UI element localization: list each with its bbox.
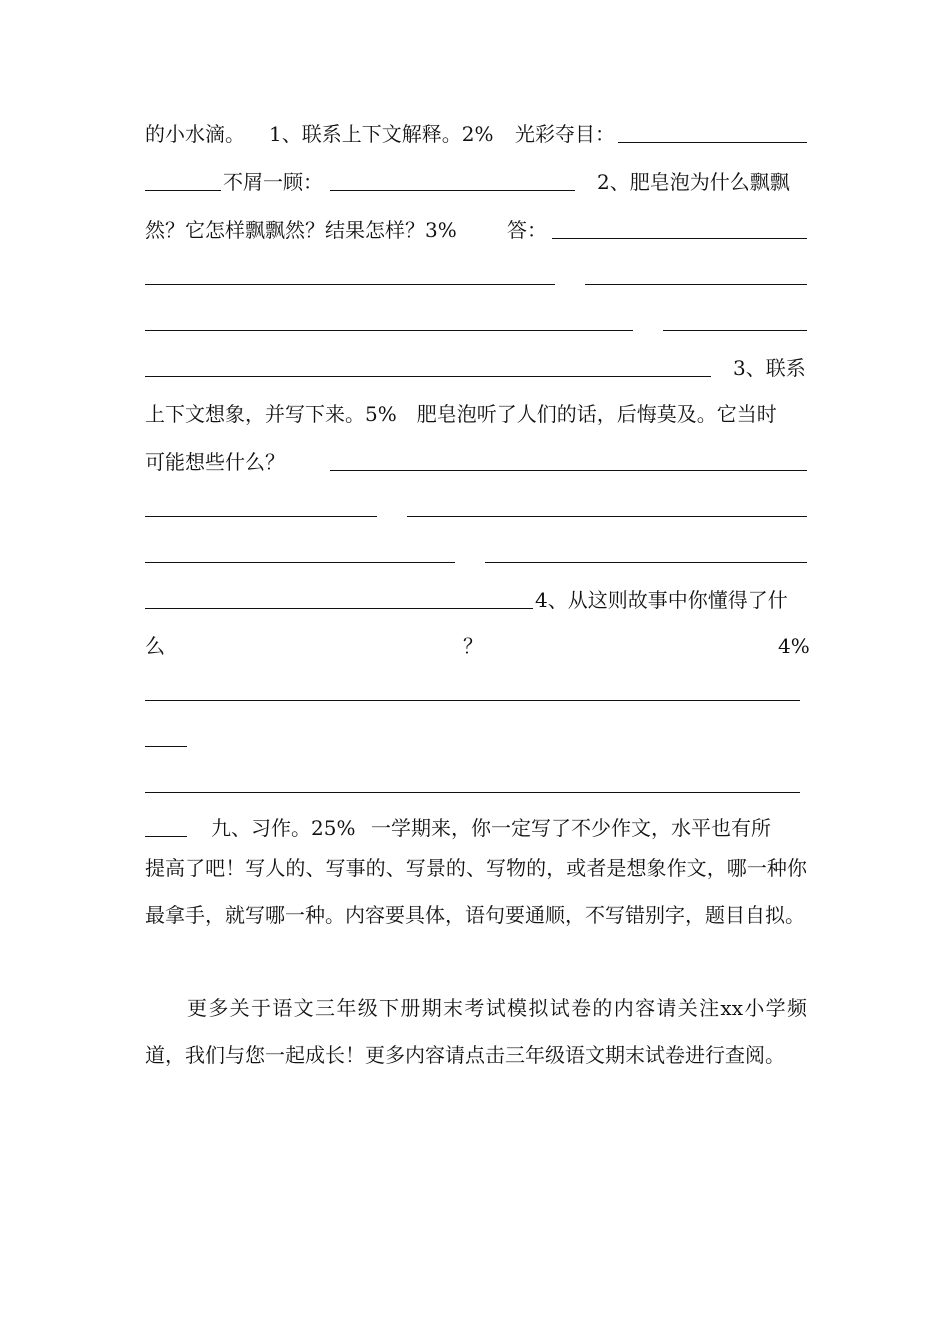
answer-blank[interactable] [585,284,807,285]
essay-prompt-paragraph: 提高了吧！写人的、写事的、写景的、写物的，或者是想象作文，哪一种你最拿手，就写哪一种。内容要具体，语句要通顺，不写错别字，题目自拟。 [145,856,807,927]
text-line [145,812,807,844]
answer-blank[interactable] [145,330,633,331]
text-line [145,538,807,570]
answer-blank[interactable] [330,470,807,471]
text-line [145,492,807,524]
answer-blank[interactable] [145,190,221,191]
answer-blank[interactable] [407,516,807,517]
term-label: 光彩夺目： [515,122,615,146]
text-line [145,630,810,662]
question-text: 然？它怎样飘飘然？结果怎样？3% [145,218,457,242]
answer-blank[interactable] [145,516,377,517]
answer-blank[interactable] [145,608,533,609]
answer-blank[interactable] [145,792,800,793]
text-line [145,722,807,754]
text-line [145,584,807,616]
essay-prompt: 一学期来，你一定写了不少作文，水平也有所 [371,816,771,840]
answer-blank[interactable] [663,330,807,331]
question-1-label: 1、联系上下文解释。2% [269,122,494,146]
text-line [145,166,807,198]
text-line [145,768,807,800]
answer-blank[interactable] [552,238,807,239]
footer-paragraph: 更多关于语文三年级下册期末考试模拟试卷的内容请关注xx小学频道，我们与您一起成长！更多内容请点击三年级语文期末试卷进行查阅。 [145,996,807,1067]
answer-blank[interactable] [145,700,800,701]
question-text: 么 [145,634,165,658]
answer-blank[interactable] [618,142,807,143]
score-label: 4% [778,634,810,658]
answer-blank[interactable] [145,746,187,747]
term-label: 不屑一顾： [223,170,323,194]
section-9-heading: 九、习作。25% [211,816,356,840]
text-line [145,352,807,384]
question-mark: ？ [463,634,483,658]
text-line [145,260,807,292]
answer-label: 答： [507,218,547,242]
answer-blank[interactable] [145,284,555,285]
question-2-label: 2、肥皂泡为什么飘飘 [597,170,790,194]
text-line [145,306,807,338]
text-line [145,398,807,430]
answer-blank[interactable] [145,836,187,837]
text-segment: 的小水滴。 [145,122,245,146]
answer-blank[interactable] [145,376,711,377]
answer-blank[interactable] [330,190,575,191]
text-line [145,118,807,150]
answer-blank[interactable] [145,562,455,563]
question-text: 上下文想象，并写下来。5% 肥皂泡听了人们的话，后悔莫及。它当时 [145,402,777,426]
text-line [145,446,807,478]
text-line [145,214,807,246]
answer-blank[interactable] [485,562,807,563]
question-4-label: 4、从这则故事中你懂得了什 [535,588,788,612]
question-3-label: 3、联系 [733,356,806,380]
question-text: 可能想些什么？ [145,450,285,474]
text-line [145,676,807,708]
